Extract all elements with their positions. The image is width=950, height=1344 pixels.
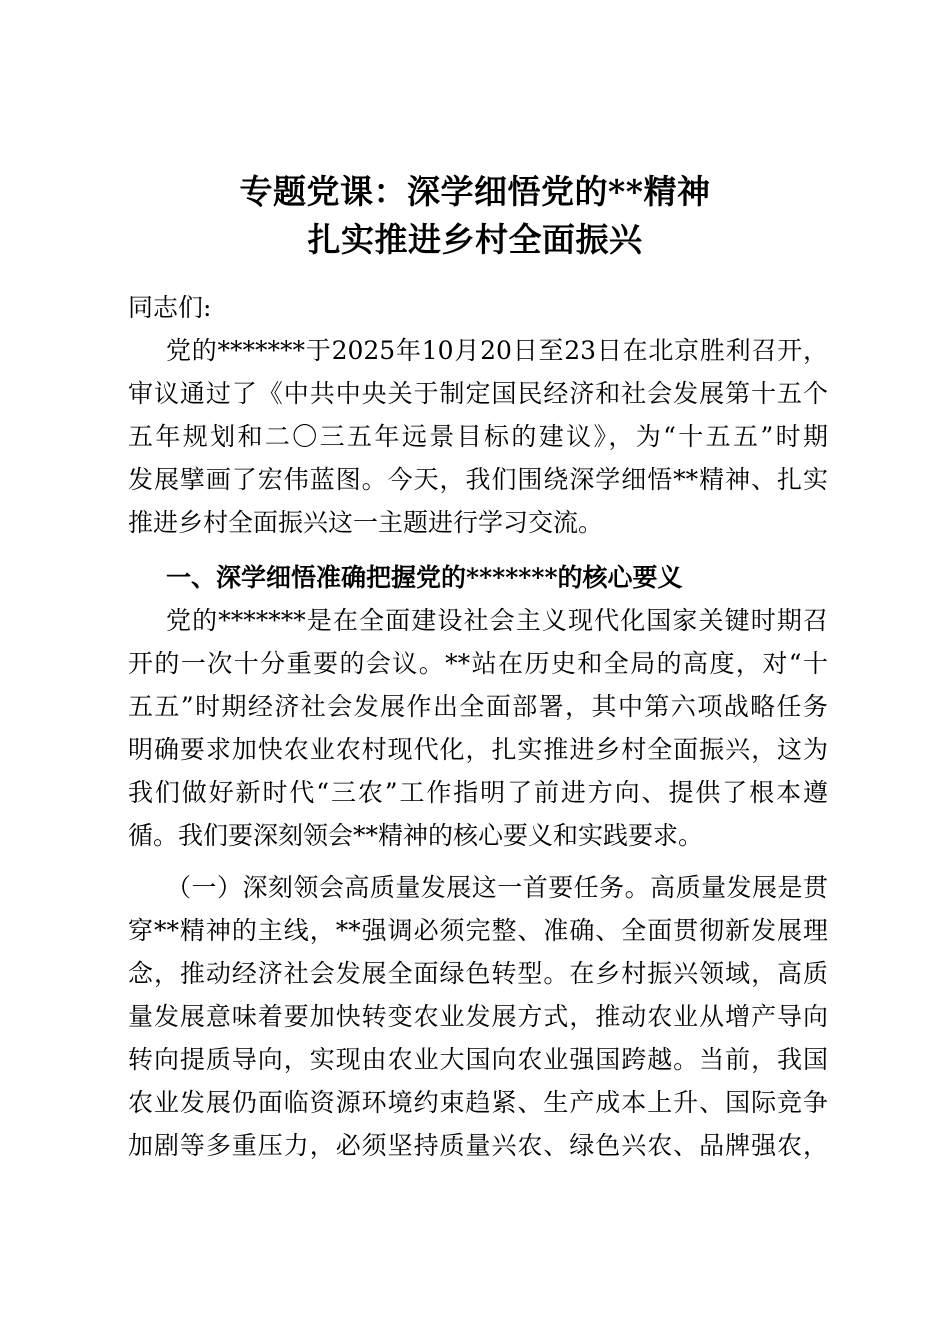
paragraph-line: 党的*******是在全面建设社会主义现代化国家关键时期召: [166, 606, 828, 635]
paragraph-line: 穿**精神的主线，**强调必须完整、准确、全面贯彻新发展理: [128, 916, 828, 945]
paragraph-line: 党的*******于2025年10月20日至23日在北京胜利召开，: [166, 336, 828, 365]
paragraph-line: 明确要求加快农业农村现代化，扎实推进乡村全面振兴，这为: [128, 735, 828, 764]
paragraph-line: 转向提质导向，实现由农业大国向农业强国跨越。当前，我国: [128, 1045, 828, 1074]
page-title-line-1: 专题党课：深学细悟党的**精神: [239, 172, 711, 211]
paragraph-line: 五五”时期经济社会发展作出全面部署，其中第六项战略任务: [128, 692, 828, 721]
paragraph-line: 发展擘画了宏伟蓝图。今天，我们围绕深学细悟**精神、扎实: [128, 465, 828, 494]
paragraph-line: 农业发展仍面临资源环境约束趋紧、生产成本上升、国际竞争: [128, 1088, 828, 1117]
page-title-line-2: 扎实推进乡村全面振兴: [307, 220, 643, 259]
paragraph-line: 念，推动经济社会发展全面绿色转型。在乡村振兴领域，高质: [128, 959, 828, 988]
paragraph-line: 量发展意味着要加快转变农业发展方式，推动农业从增产导向: [128, 1002, 828, 1031]
paragraph-line: 审议通过了《中共中央关于制定国民经济和社会发展第十五个: [128, 379, 828, 408]
paragraph-line: 加剧等多重压力，必须坚持质量兴农、绿色兴农、品牌强农，: [128, 1131, 828, 1160]
paragraph-line: 循。我们要深刻领会**精神的核心要义和实践要求。: [128, 821, 704, 850]
paragraph-line: （一）深刻领会高质量发展这一首要任务。高质量发展是贯: [166, 873, 828, 902]
salutation: 同志们:: [128, 293, 212, 322]
paragraph-line: 我们做好新时代“三农”工作指明了前进方向、提供了根本遵: [128, 778, 828, 807]
paragraph-line: 推进乡村全面振兴这一主题进行学习交流。: [128, 508, 604, 537]
paragraph-line: 五年规划和二〇三五年远景目标的建议》，为“十五五”时期: [128, 422, 828, 451]
paragraph-line: 开的一次十分重要的会议。**站在历史和全局的高度，对“十: [128, 649, 828, 678]
section-heading-text: 一、深学细悟准确把握党的*******的核心要义: [166, 563, 683, 592]
